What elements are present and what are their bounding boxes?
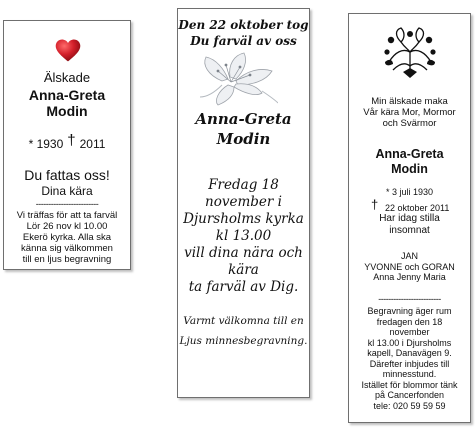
deceased-name: Anna-Greta Modin [375, 147, 444, 176]
death-notice-card-emblem [348, 13, 471, 423]
cross-icon: † [67, 132, 76, 149]
birth-year: * 1930 [28, 137, 64, 151]
floral-emblem-icon [381, 22, 439, 80]
funeral-info: Vi träffas för att ta farväl Lör 26 nov kl 10.00 Ekerö kyrka. Alla ska känna sig välkommen till en ljus begravning [16, 210, 118, 265]
separator: ------------------------- [378, 294, 441, 304]
deceased-label: Älskade [43, 70, 91, 85]
missed-text: Du fattas oss! [24, 167, 110, 183]
life-dates [4, 132, 130, 152]
relationship-text: Min älskade maka Vår kära Mor, Mormor och Svärmor [363, 96, 456, 129]
welcome-text: Varmt välkomna till en Ljus minnesbegravning. [179, 315, 308, 347]
deceased-name: Anna-Greta Modin [28, 87, 106, 119]
family-names: JAN YVONNE och GORAN Anna Jenny Maria [364, 251, 455, 282]
cross-icon: † [371, 197, 379, 212]
death-date: 22 oktober 2011 [385, 203, 450, 213]
death-year: 2011 [79, 137, 106, 151]
signature-text: Dina kära [41, 184, 93, 198]
birth-date: * 3 juli 1930 [385, 187, 434, 197]
notice-header: Den 22 oktober tog Du farväl av oss [178, 18, 309, 48]
death-notice-card-heart [3, 20, 131, 270]
deceased-name: Anna-Greta Modin [195, 110, 292, 148]
death-notice-card-lily [177, 8, 310, 398]
heart-icon [55, 37, 81, 63]
lily-flower-icon [200, 51, 278, 107]
separator: ------------------------- [35, 199, 99, 209]
funeral-invitation: Fredag 18 november i Djursholms kyrka kl 13.00 vill dina nära och kära ta farväl av Dig. [183, 177, 304, 295]
passed-away-text: Har idag stilla insomnat [379, 213, 440, 236]
burial-info: Begravning äger rum fredagen den 18 november kl 13.00 i Djursholms kapell, Danavägen 9. Därefter inbjudes till minnesstund. Istället för blommor tänk på Cancerfonden tele: 020 59 59 59 [361, 306, 458, 411]
